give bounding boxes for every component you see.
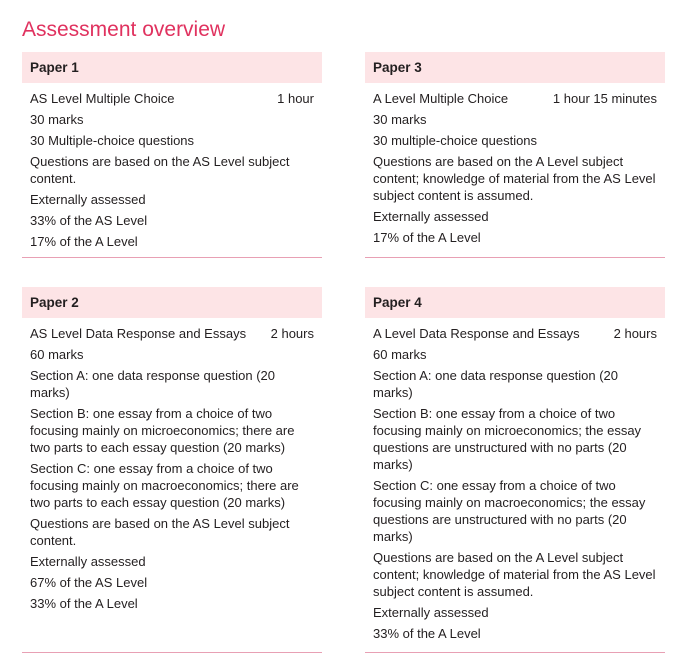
paper-detail: Externally assessed bbox=[373, 605, 489, 620]
paper-detail: Externally assessed bbox=[30, 192, 146, 207]
paper-detail: Externally assessed bbox=[373, 209, 489, 224]
paper-detail: 30 marks bbox=[30, 112, 84, 127]
page-title: Assessment overview bbox=[22, 18, 226, 41]
paper-detail: Section B: one essay from a choice of two focusing mainly on microeconomics; the essay questions are unstructured with no parts (20 marks) bbox=[373, 406, 642, 472]
paper-detail: 17% of the A Level bbox=[373, 230, 481, 245]
paper-detail: Section A: one data response question (20 marks) bbox=[30, 368, 276, 400]
paper-detail: 30 marks bbox=[373, 112, 427, 127]
paper-detail: 60 marks bbox=[30, 347, 84, 362]
paper-detail: 30 Multiple-choice questions bbox=[30, 133, 195, 148]
paper-detail: Section C: one essay from a choice of two focusing mainly on macroeconomics; there are two parts to each essay question (20 marks) bbox=[30, 461, 299, 510]
paper-name: A Level Data Response and Essays bbox=[373, 326, 580, 341]
paper-detail: Section B: one essay from a choice of two focusing mainly on microeconomics; there are two parts to each essay question (20 marks) bbox=[30, 406, 295, 455]
paper-detail: 60 marks bbox=[373, 347, 427, 362]
paper-duration: 2 hours bbox=[613, 326, 657, 341]
paper-duration: 2 hours bbox=[270, 326, 314, 341]
paper-header: Paper 3 bbox=[365, 52, 665, 83]
paper-detail: Questions are based on the AS Level subject content. bbox=[30, 154, 290, 186]
paper-header: Paper 1 bbox=[22, 52, 322, 83]
paper-detail: 67% of the AS Level bbox=[30, 575, 148, 590]
paper-detail: Externally assessed bbox=[30, 554, 146, 569]
paper-3-card bbox=[365, 52, 665, 258]
paper-detail: 33% of the AS Level bbox=[30, 213, 148, 228]
paper-detail: Questions are based on the A Level subject content; knowledge of material from the AS Level subject content is assumed. bbox=[373, 154, 656, 203]
paper-detail: 33% of the A Level bbox=[30, 596, 138, 611]
paper-detail: 33% of the A Level bbox=[373, 626, 481, 641]
paper-detail: Questions are based on the AS Level subject content. bbox=[30, 516, 290, 548]
paper-header: Paper 2 bbox=[22, 287, 322, 318]
paper-detail: 30 multiple-choice questions bbox=[373, 133, 538, 148]
paper-header: Paper 4 bbox=[365, 287, 665, 318]
paper-4-card bbox=[365, 287, 665, 653]
paper-duration: 1 hour bbox=[277, 91, 314, 106]
paper-name: A Level Multiple Choice bbox=[373, 91, 509, 106]
paper-duration: 1 hour 15 minutes bbox=[552, 91, 657, 106]
paper-detail: Section A: one data response question (20 marks) bbox=[373, 368, 619, 400]
paper-1-card bbox=[22, 52, 322, 258]
paper-name: AS Level Multiple Choice bbox=[30, 91, 175, 106]
paper-2-card bbox=[22, 287, 322, 653]
paper-detail: Questions are based on the A Level subject content; knowledge of material from the AS Level subject content is assumed. bbox=[373, 550, 656, 599]
paper-detail: Section C: one essay from a choice of two focusing mainly on macroeconomics; the essay questions are unstructured with no parts (20 marks) bbox=[373, 478, 646, 544]
paper-detail: 17% of the A Level bbox=[30, 234, 138, 249]
paper-name: AS Level Data Response and Essays bbox=[30, 326, 247, 341]
